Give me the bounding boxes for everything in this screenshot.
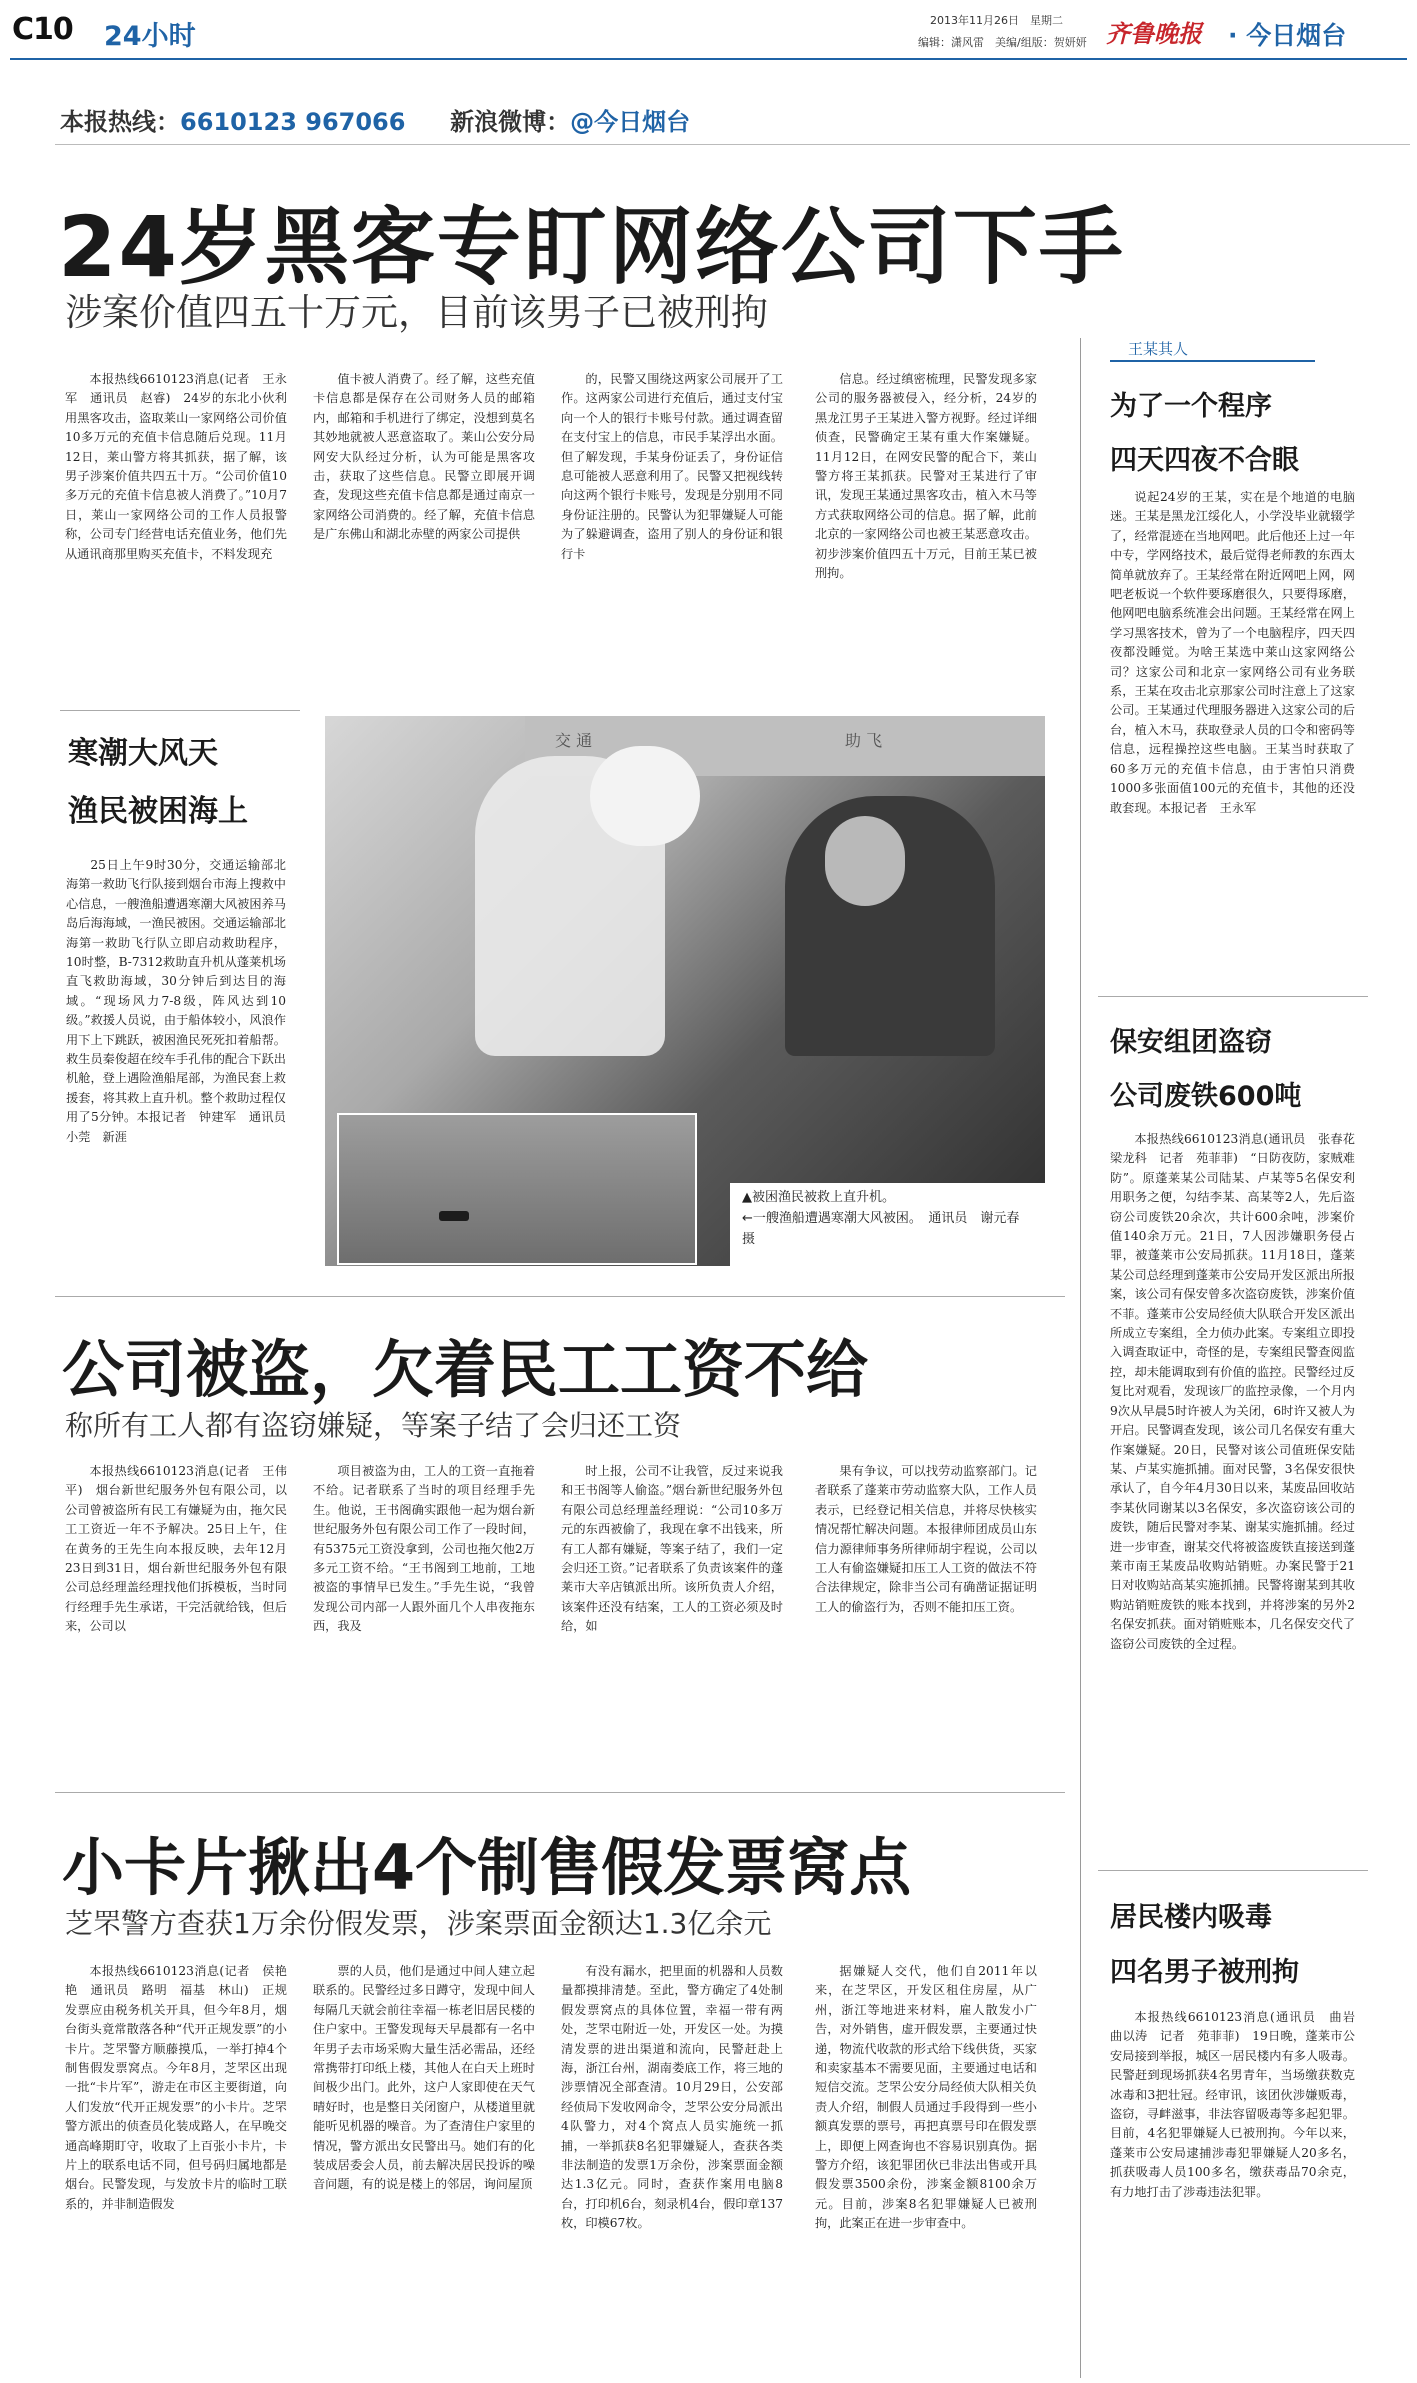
sidebar1-text: 说起24岁的王某，实在是个地道的电脑迷。王某是黑龙江绥化人，小学没毕业就辍学了，经常混迹在当地网吧。此后他还上过一年中专，学网络技术，最后觉得老师教的东西太简单就放弃了。王某经常在附近网吧上网，网吧老板说一个软件要琢磨很久，只要得琢磨，他网吧电脑系统准会出问题。王某经常在网上学习黑客技术，曾为了一个电脑程序，四天四夜都没睡觉。为啥王某选中莱山这家网络公司？这家公司和北京一家网络公司有业务联系，王某在攻击北京那家公司时注意上了这家公司。王某通过代理服务器进入这家公司的后台，植入木马，获取登录人员的口令和密码等信息，远程操控这些电脑。王某当时获取了60多万元的充值卡信息，由于害怕只消费1000多张面值100元的充值卡，其他的还没敢套现。本报记者 王永军 [1110,490,1355,815]
edition-name: · 今日烟台 [1228,21,1347,50]
sidebar3-title-1: 居民楼内吸毒 [1110,1902,1272,1933]
story4-column-2 [313,1962,535,2372]
header-rule [10,58,1407,60]
story4-column-3 [561,1962,783,2372]
sidebar-divider [1080,338,1081,2378]
sidebar3-title-2: 四名男子被刑拘 [1110,1957,1299,1988]
caption-line-1: ▲被困渔民被救上直升机。 [742,1190,895,1205]
sidebar1-rule [1098,996,1368,997]
helmet-shape [590,746,700,846]
story1-column-4 [815,370,1037,670]
section-name: 24小时 [104,21,196,52]
story1-headline: 24岁黑客专盯网络公司下手 [58,198,1125,296]
story3-column-3 [561,1462,783,1772]
photo-text-1: 交 通 [555,731,593,750]
story3-subhead: 称所有工人都有盗窃嫌疑，等案子结了会归还工资 [65,1409,682,1442]
story1-column-3 [561,370,783,670]
story4-subhead: 芝罘警方查获1万余份假发票，涉案票面金额达1.3亿余元 [65,1907,772,1940]
story3-headline: 公司被盗，欠着民工工资不给 [62,1333,869,1406]
story1-col1-text: 本报热线6610123消息(记者 王永军 通讯员 赵睿) 24岁的东北小伙利用黑客攻击，盗取莱山一家网络公司价值10多万元的充值卡信息随后兑现。11月12日，莱山警方将其抓获，据了解，该男子涉案价值共四五十万。“公司价值10多万元的充值卡信息被人消费了。”10月7日，莱山一家网络公司的工作人员报警称，公司专门经营电话充值业务，他们先从通讯商那里购买充值卡，不料发现充 [65,372,287,561]
sidebar2-body [1110,1130,1368,1855]
story2-title-1: 寒潮大风天 [68,736,218,771]
page-number: C10 [12,12,73,47]
sidebar1-body [1110,488,1355,978]
sidebar2-title-1: 保安组团盗窃 [1110,1027,1272,1058]
story3-col3-text: 时上报，公司不让我管，反过来说我和王书阁等人偷盗。”烟台新世纪服务外包有限公司总经理盖经理说：“公司10多万元的东西被偷了，我现在拿不出钱来，所有工人都有嫌疑，等案子结了，我们一定会归还工资。”记者联系了负责该案件的蓬莱市大辛店镇派出所。该所负责人介绍，该案件还没有结案，工人的工资必须及时给，如 [561,1464,783,1634]
story2-text: 25日上午9时30分，交通运输部北海第一救助飞行队接到烟台市海上搜救中心信息，一艘渔船遭遇寒潮大风被困养马岛后海海域，一渔民被困。交通运输部北海第一救助飞行队立即启动救助程序，10时整，B-7312救助直升机从蓬莱机场直飞救助海域，30分钟后到达目的海域。“现场风力7-8级，阵风达到10级。”救援人员说，由于船体较小，风浪作用下上下跳跃，被困渔民死死扣着船帮。救生员秦俊超在绞车手孔伟的配合下跃出机舱，登上遇险渔船尾部，为渔民套上救援套，将其救上直升机。整个救助过程仅用了5分钟。本报记者 钟建军 通讯员 小莞 新涯 [66,858,299,1144]
sidebar1-title-1: 为了一个程序 [1110,391,1272,422]
story4-col1-text: 本报热线6610123消息(记者 侯艳艳 通讯员 路明 福基 林山) 正规发票应由税务机关开具，但今年8月，烟台街头竟常散落各种“代开正规发票”的小卡片。芝罘警方顺藤摸瓜，一举打掉4个制售假发票窝点。今年8月，芝罘区出现一批“卡片军”，游走在市区主要街道，向人们发放“代开正规发票”的小卡片。芝罘警方派出的侦查员化装成路人，在早晚交通高峰期盯守，收取了上百张小卡片，卡片上的联系电话不同，但号码归属地都是烟台。民警发现，与发放卡片的临时工联系的，并非制造假发 [65,1964,287,2211]
sidebar1-tag: 王某其人 [1110,338,1315,362]
story1-col4-text: 信息。经过缜密梳理，民警发现多家公司的服务器被侵入，经分析，24岁的黑龙江男子王某进入警方视野。经过详细侦查，民警确定王某有重大作案嫌疑。11月12日，在网安民警的配合下，莱山警方将王某抓获。民警对王某进行了审讯，发现王某通过黑客攻击，植入木马等方式获取网络公司的信息。据了解，此前北京的一家网络公司也被王某恶意攻击。初步涉案价值四五十万元，目前王某已被刑拘。 [815,372,1037,581]
sidebar1-title-2: 四天四夜不合眼 [1110,445,1299,476]
story4-column-4 [815,1962,1037,2372]
story4-column-1 [65,1962,287,2372]
story3-column-2 [313,1462,535,1772]
story2-title-2: 渔民被困海上 [68,794,248,829]
story1-col2-text: 值卡被人消费了。经了解，这些充值卡信息都是保存在公司财务人员的邮箱内，邮箱和手机进行了绑定，没想到莫名其妙地就被人恶意盗取了。莱山公安分局网安大队经过分析，认为可能是黑客攻击，获取了这些信息。民警立即展开调查，发现这些充值卡信息都是通过南京一家网络公司消费的。经了解，充值卡信息是广东佛山和湖北赤壁的两家公司提供 [313,372,535,542]
story3-column-4 [815,1462,1037,1772]
story3-col2-text: 项目被盗为由，工人的工资一直拖着不给。记者联系了当时的项目经理手先生。他说，王书阁确实跟他一起为烟台新世纪服务外包有限公司工作了一段时间，有5375元工资没拿到，公司也拖欠他2万多元工资不给。“王书阁到工地前，工地被盗的事情早已发生。”手先生说，“我曾发现公司内部一人跟外面几个人串夜拖东西，我及 [313,1464,535,1634]
issue-date: 2013年11月26日 星期二 [930,14,1063,27]
sidebar2-rule [1098,1870,1368,1871]
photo-caption [730,1183,1045,1266]
story2-top-rule [60,710,300,711]
caption-line-2: ←一艘渔船遭遇寒潮大风被困。 通讯员 谢元春 摄 [742,1211,1033,1247]
weibo-handle: @今日烟台 [570,108,691,136]
story1-col3-text: 的，民警又围绕这两家公司展开了工作。这两家公司进行充值后，通过支付宝向一个人的银行卡账号付款。通过调查留在支付宝上的信息，市民手某浮出水面。但了解发现，手某身份证丢了，身份证信息可能被人恶意利用了。民警又把视线转向这两个银行卡账号，发现是分别用不同身份证注册的。民警认为犯罪嫌疑人可能为了躲避调查，盗用了别人的身份证和银行卡 [561,372,783,561]
story3-col4-text: 果有争议，可以找劳动监察部门。记者联系了蓬莱市劳动监察大队，工作人员表示，已经登记相关信息，并将尽快核实情况帮忙解决问题。本报律师团成员山东信力源律师事务所律师胡宇程说，公司以工人有偷盗嫌疑扣压工人工资的做法不符合法律规定，除非当公司有确凿证据证明工人的偷盗行为，否则不能扣压工资。 [815,1464,1037,1614]
hotline-numbers: 6610123 967066 [180,108,406,136]
boat-shape [439,1211,469,1221]
paper-logo: 齐鲁晚报 [1106,19,1202,48]
story4-col3-text: 有没有漏水，把里面的机器和人员数量都摸排清楚。至此，警方确定了4处制假发票窝点的具体位置，幸福一带有两处，芝罘屯附近一处，开发区一处。为摸清发票的进出渠道和流向，民警赶赴上海，浙江台州，湖南娄底工作，将三地的涉票情况全部查清。10月29日，公安部经侦局下发收网命令，芝罘公安分局派出4队警力，对4个窝点人员实施统一抓捕，一举抓获8名犯罪嫌疑人，查获各类非法制造的发票1万余份，涉案票面金额达1.3亿元。同时，查获作案用电脑8台，打印机6台，刻录机4台，假印章137枚，印模67枚。 [561,1964,783,2231]
hotline-bar [60,102,690,137]
hotline-label: 本报热线： [60,108,180,136]
story3-top-rule [55,1296,1065,1297]
story2-body [66,856,299,1271]
editor-credits: 编辑：潇风雷 美编/组版：贺妍妍 [918,36,1087,49]
photo-text-2: 助 飞 [845,731,883,750]
sidebar2-text: 本报热线6610123消息(通讯员 张春花 梁龙科 记者 苑菲菲) “日防夜防，家贼难防”。原蓬莱某公司陆某、卢某等5名保安利用职务之便，勾结李某、高某等2人，先后盗窃公司废铁20余次，共计600余吨，涉案价值140余万元。21日，7人因涉嫌职务侵占罪，被蓬莱市公安局抓获。11月18日，蓬莱某公司总经理到蓬莱市公安局开发区派出所报案，该公司有保安曾多次盗窃废铁，涉案价值不菲。蓬莱市公安局经侦大队联合开发区派出所成立专案组，全力侦办此案。专案组立即投入调查取证中，奇怪的是，专案组民警查阅监控，却未能调取到有价值的监控。民警经过反复比对观看，发现该厂的监控录像，一个月内9次从早晨5时许被人为关闭，6时许又被人为开启。民警调查发现，该公司几名保安有重大作案嫌疑。20日，民警对该公司值班保安陆某、卢某实施抓捕。面对民警，3名保安很快承认了，自今年4月30日以来，某废品回收站李某伙同谢某以3名保安，多次盗窃该公司的废铁，随后民警对李某、谢某实施抓捕。经过进一步审查，谢某交代将被盗废铁直接送到蓬莱市南王某废品收购站销赃。办案民警于21日对收购站高某实施抓捕。民警将谢某到其收购站销赃废铁的账本找到，并将涉案的另外2名保安抓获。面对销赃账本，几名保安交代了盗窃公司废铁的全过程。 [1110,1132,1368,1651]
story1-column-2 [313,370,535,670]
sea-inset-photo [337,1113,697,1265]
story1-subhead: 涉案价值四五十万元，目前该男子已被刑拘 [65,291,768,334]
sidebar2-title-2: 公司废铁600吨 [1110,1081,1302,1112]
story1-column-1 [65,370,287,670]
story4-col4-text: 据嫌疑人交代，他们自2011年以来，在芝罘区，开发区租住房屋，从广州，浙江等地进来材料，雇人散发小广告，对外销售，虚开假发票，主要通过快递，物流代收款的形式给下线供货，买家和卖家基本不需要见面，主要通过电话和短信交流。芝罘公安分局经侦大队相关负责人介绍，制假人员通过手段得到一些小额真发票的票号，再把真票号印在假发票上，即便上网查询也不容易识别真伪。据警方介绍，该犯罪团伙已非法出售或开具假发票3500余份，涉案金额8100余万元。目前，涉案8名犯罪嫌疑人已被刑拘，此案正在进一步审查中。 [815,1964,1037,2231]
story3-col1-text: 本报热线6610123消息(记者 王伟平) 烟台新世纪服务外包有限公司，以公司曾被盗所有民工有嫌疑为由，拖欠民工工资近一年不予解决。25日上午，住在黄务的王先生向本报反映，去年12月23日到31日，烟台新世纪服务外包有限公司总经理盖经理找他们拆模板，当时同行经理手先生承诺，干完活就给钱，但后来，公司以 [65,1464,287,1634]
sidebar3-body [1110,2008,1368,2373]
weibo-label: 新浪微博： [450,108,571,136]
story4-top-rule [55,1792,1065,1793]
fisherman-face [825,816,905,906]
sidebar3-text: 本报热线6610123消息(通讯员 曲岩 曲以涛 记者 苑菲菲) 19日晚，蓬莱市公安局接到举报，城区一居民楼内有多人吸毒。民警赶到现场抓获4名男青年，当场缴获数克冰毒和3把壮冠。经审讯，该团伙涉嫌贩毒，盗窃，寻衅滋事，非法容留吸毒等多起犯罪。目前，4名犯罪嫌疑人已被刑拘。今年以来，蓬莱市公安局逮捕涉毒犯罪嫌疑人20多名，抓获吸毒人员100多名，缴获毒品70余克，有力地打击了涉毒违法犯罪。 [1110,2010,1368,2199]
story4-headline: 小卡片揪出4个制售假发票窝点 [62,1831,912,1904]
story4-col2-text: 票的人员，他们是通过中间人建立起联系的。民警经过多日蹲守，发现中间人每隔几天就会前往幸福一栋老旧居民楼的住户家中。王警发现每天早晨都有一名中年男子去市场采购大量生活必需品，还经常携带打印纸上楼，其他人在白天上班时间极少出门。此外，这户人家即使在天气晴好时，也是整日关闭窗户，从楼道里就能听见机器的噪音。为了查清住户家里的情况，警方派出女民警出马。她们有的化装成居委会人员，前去解决居民投诉的噪音问题，有的说是楼上的邻居，询问屋顶 [313,1964,535,2192]
hotline-rule [55,144,1410,145]
story3-column-1 [65,1462,287,1772]
